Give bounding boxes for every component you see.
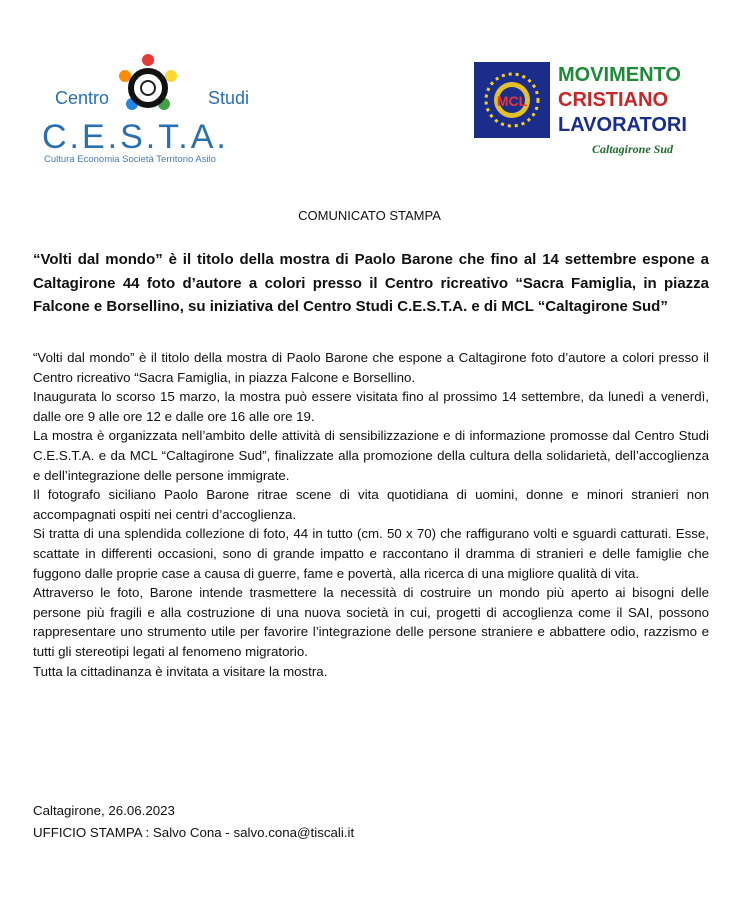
mcl-emblem-icon	[474, 62, 550, 138]
body-paragraph: Si tratta di una splendida collezione di foto, 44 in tutto (cm. 50 x 70) che raffigurano volti e sguardi catturati. Esse, scattate in differenti occasioni, sono di grande impatto e raccontano il dramma di stranieri e delle famiglie che fuggono dalle proprie case a causa di guerre, fame e povertà, alla ricerca di una migliore qualità di vita.	[33, 526, 709, 581]
cesta-tagline: Cultura Economia Società Territorio Asilo	[44, 154, 216, 165]
place-date: Caltagirone, 26.06.2023	[33, 803, 175, 818]
body-paragraph: La mostra è organizzata nell’ambito delle attività di sensibilizzazione e di informazione promosse dal Centro Studi C.E.S.T.A. e da MCL “Caltagirone Sud”, finalizzate alla promozione della cultura della solidarietà, dell’accoglienza e dell’integrazione delle persone immigrate.	[33, 428, 709, 483]
mcl-line-1: MOVIMENTO	[558, 64, 681, 86]
mcl-emblem-text: MCL	[496, 93, 528, 109]
document-heading: COMUNICATO STAMPA	[298, 208, 441, 223]
press-body	[33, 348, 709, 681]
body-paragraph: Tutta la cittadinanza è invitata a visitare la mostra.	[33, 663, 328, 679]
body-paragraph: “Volti dal mondo” è il titolo della mostra di Paolo Barone che espone a Caltagirone foto d’autore a colori presso il Centro ricreativo “Sacra Famiglia, in piazza Falcone e Borsellino.	[33, 350, 709, 385]
mcl-subtitle: Caltagirone Sud	[592, 142, 674, 156]
body-paragraph: Attraverso le foto, Barone intende trasmettere la necessità di costruire un mondo più aperto ai bisogni delle persone più fragili e alla costruzione di una nuova società in cui, progetti di accoglienza come il SAI, possono rappresentare uno strumento utile per favorire l’integrazione delle persone straniere e abbattere odio, razzismo e tutti gli stereotipi legati al fenomeno migratorio.	[33, 585, 709, 659]
body-paragraph: Inaugurata lo scorso 15 marzo, la mostra può essere visitata fino al prossimo 14 settembre, da lunedì a venerdì, dalle ore 9 alle ore 12 e dalle ore 16 alle ore 19.	[33, 389, 709, 424]
cesta-logo	[40, 52, 270, 170]
cesta-emblem-icon	[116, 52, 180, 118]
mcl-logo	[474, 62, 704, 162]
mcl-line-2: CRISTIANO	[558, 89, 668, 111]
body-paragraph: Il fotografo siciliano Paolo Barone ritrae scene di vita quotidiana di uomini, donne e minori stranieri non accompagnati ospiti nei centri d’accoglienza.	[33, 487, 709, 522]
cesta-centro-label: Centro	[55, 88, 110, 108]
cesta-studi-label: Studi	[208, 88, 250, 108]
press-headline: “Volti dal mondo” è il titolo della mostra di Paolo Barone che fino al 14 settembre espone a Caltagirone 44 foto d’autore a colori presso il Centro ricreativo “Sacra Famiglia, in piazza Falcone e Borsellino, su iniziativa del Centro Studi C.E.S.T.A. e di MCL “Caltagirone Sud”	[33, 251, 709, 315]
cesta-name: C.E.S.T.A.	[42, 118, 229, 156]
press-footer	[33, 800, 354, 844]
mcl-line-3: LAVORATORI	[558, 114, 687, 136]
press-contact: UFFICIO STAMPA : Salvo Cona - salvo.cona@tiscali.it	[33, 825, 355, 840]
